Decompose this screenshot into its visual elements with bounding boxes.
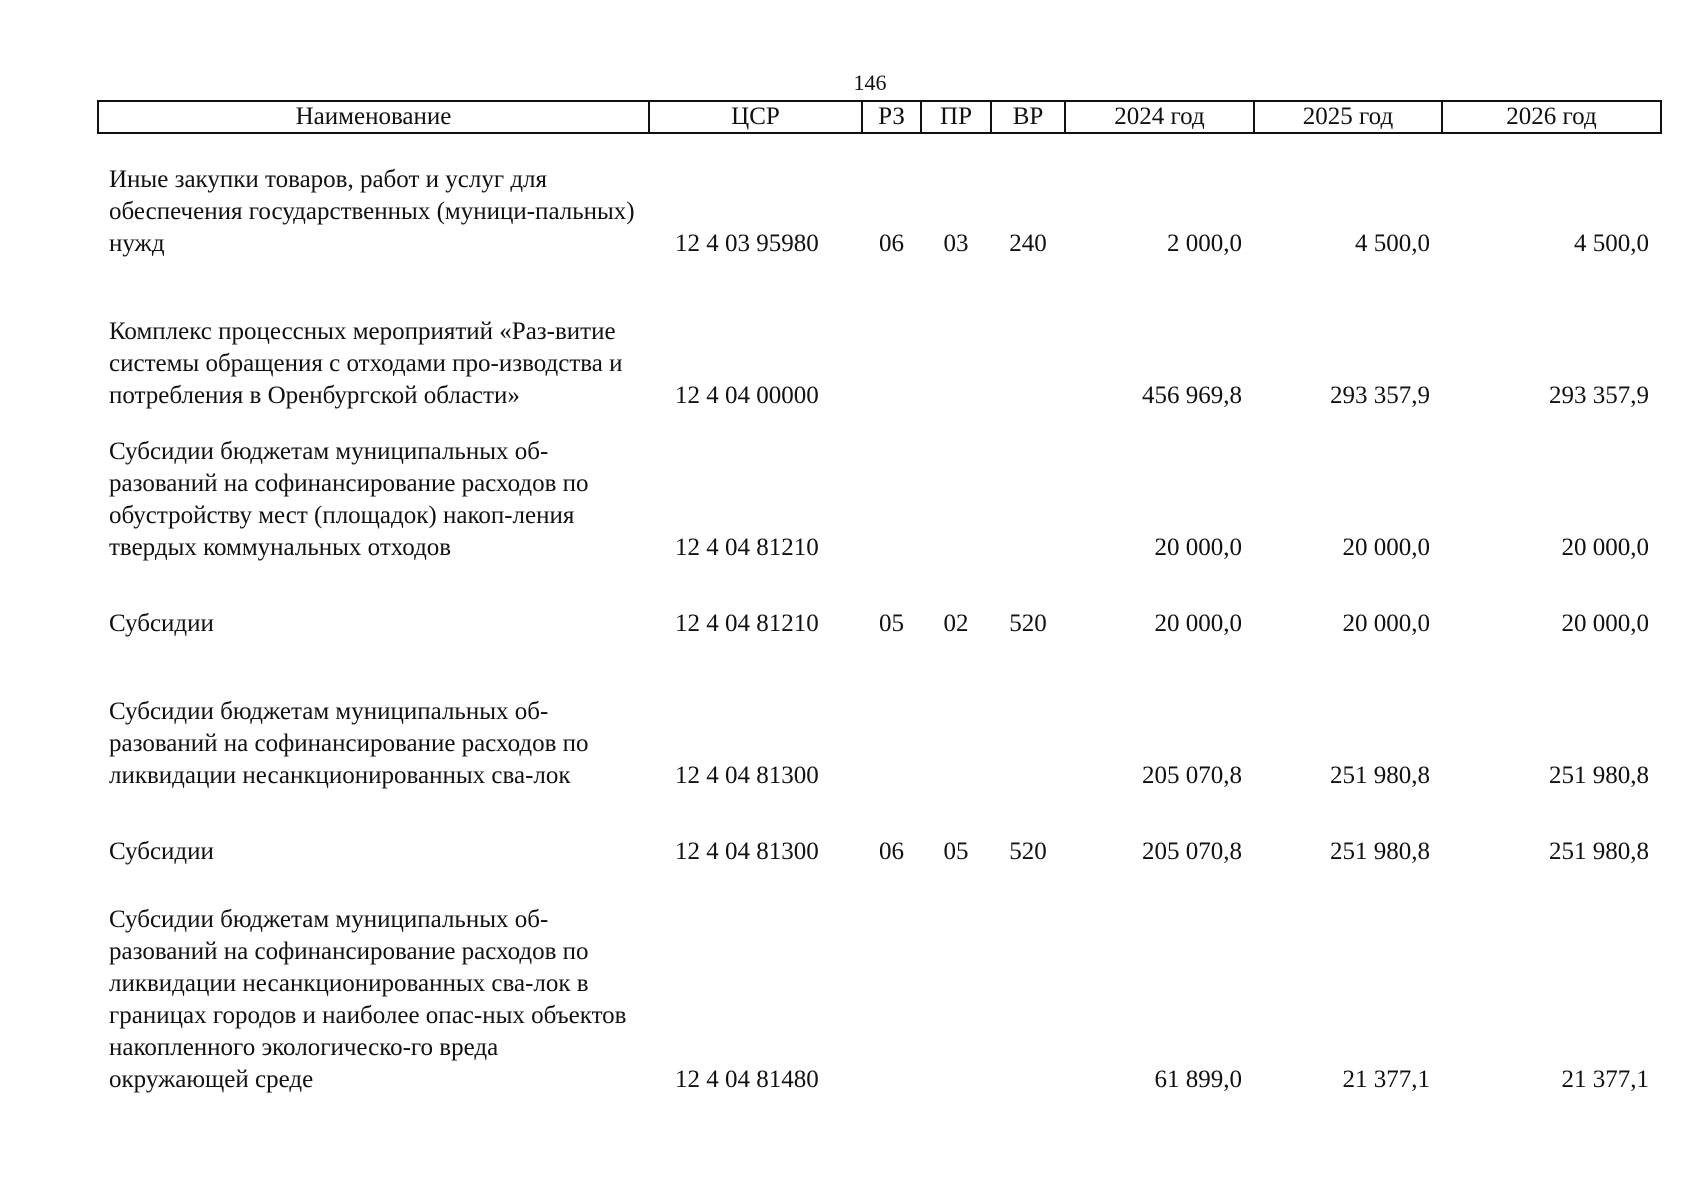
row-vr: 240 — [1009, 230, 1047, 257]
header-name: Наименование — [98, 101, 649, 133]
row-pr — [921, 260, 991, 412]
header-2024: 2024 год — [1065, 101, 1254, 133]
table-row — [98, 792, 1661, 868]
header-csr: ЦСР — [649, 101, 862, 133]
row-vr — [991, 412, 1065, 564]
row-name: Субсидии бюджетам муниципальных об-разований на софинансирование расходов по обустройству мест (площадок) накоп-ления твердых коммунальных отходов — [109, 438, 589, 561]
row-csr: 12 4 04 00000 — [675, 382, 819, 409]
row-name: Субсидии — [109, 838, 214, 865]
row-rz: 06 — [879, 230, 904, 257]
row-vr — [991, 868, 1065, 1096]
row-2025: 251 980,8 — [1330, 838, 1430, 865]
row-csr: 12 4 04 81210 — [675, 610, 819, 637]
row-2026: 20 000,0 — [1561, 610, 1649, 637]
table-row — [98, 412, 1661, 564]
row-2025: 20 000,0 — [1342, 610, 1430, 637]
row-rz — [862, 640, 921, 792]
table-row — [98, 133, 1661, 260]
row-pr: 02 — [943, 610, 969, 637]
row-2026: 20 000,0 — [1561, 534, 1649, 561]
row-name: Субсидии — [109, 610, 214, 637]
row-2025: 293 357,9 — [1330, 382, 1430, 409]
row-pr — [921, 412, 991, 564]
row-2026: 293 357,9 — [1549, 382, 1649, 409]
row-pr: 03 — [943, 230, 969, 257]
header-vr: ВР — [991, 101, 1065, 133]
row-2025: 4 500,0 — [1355, 230, 1430, 257]
table-row — [98, 868, 1661, 1096]
table-row — [98, 640, 1661, 792]
row-2026: 21 377,1 — [1561, 1066, 1649, 1093]
row-pr: 05 — [943, 838, 969, 865]
row-rz — [862, 412, 921, 564]
table-header-row — [98, 101, 1661, 133]
row-name: Субсидии бюджетам муниципальных об-разований на софинансирование расходов по ликвидации несанкционированных сва-лок в границах городов и наиболее опас-ных объектов накопленного экологическо-го вреда окружающей среде — [109, 906, 627, 1093]
row-2024: 205 070,8 — [1142, 838, 1242, 865]
row-2025: 20 000,0 — [1342, 534, 1430, 561]
row-pr — [921, 868, 991, 1096]
row-vr: 520 — [1009, 610, 1047, 637]
row-csr: 12 4 04 81300 — [675, 838, 819, 865]
row-pr — [921, 640, 991, 792]
row-vr — [991, 260, 1065, 412]
header-pr: ПР — [921, 101, 991, 133]
row-name: Иные закупки товаров, работ и услуг для обеспечения государственных (муници-пальных) нужд — [109, 166, 635, 257]
budget-table — [97, 100, 1662, 1096]
row-rz: 06 — [879, 838, 904, 865]
row-vr — [991, 640, 1065, 792]
row-rz — [862, 260, 921, 412]
row-2026: 251 980,8 — [1549, 762, 1649, 789]
row-name: Комплекс процессных мероприятий «Раз-витие системы обращения с отходами про-изводства и потребления в Оренбургской области» — [109, 318, 623, 409]
row-vr: 520 — [1009, 838, 1047, 865]
table-row — [98, 564, 1661, 640]
header-rz: РЗ — [862, 101, 921, 133]
row-rz: 05 — [879, 610, 904, 637]
row-2024: 2 000,0 — [1167, 230, 1242, 257]
row-rz — [862, 868, 921, 1096]
row-2025: 21 377,1 — [1342, 1066, 1430, 1093]
row-2025: 251 980,8 — [1330, 762, 1430, 789]
row-2024: 61 899,0 — [1154, 1066, 1242, 1093]
row-csr: 12 4 04 81480 — [675, 1066, 819, 1093]
row-2026: 251 980,8 — [1549, 838, 1649, 865]
row-2024: 456 969,8 — [1142, 382, 1242, 409]
row-2024: 20 000,0 — [1154, 534, 1242, 561]
header-2025: 2025 год — [1254, 101, 1442, 133]
row-name: Субсидии бюджетам муниципальных об-разований на софинансирование расходов по ликвидации несанкционированных сва-лок — [109, 698, 589, 789]
row-csr: 12 4 04 81300 — [675, 762, 819, 789]
row-csr: 12 4 04 81210 — [675, 534, 819, 561]
header-2026: 2026 год — [1442, 101, 1661, 133]
table-row — [98, 260, 1661, 412]
row-2024: 205 070,8 — [1142, 762, 1242, 789]
row-2026: 4 500,0 — [1574, 230, 1649, 257]
row-csr: 12 4 03 95980 — [675, 230, 819, 257]
page-number: 146 — [853, 70, 887, 95]
row-2024: 20 000,0 — [1154, 610, 1242, 637]
